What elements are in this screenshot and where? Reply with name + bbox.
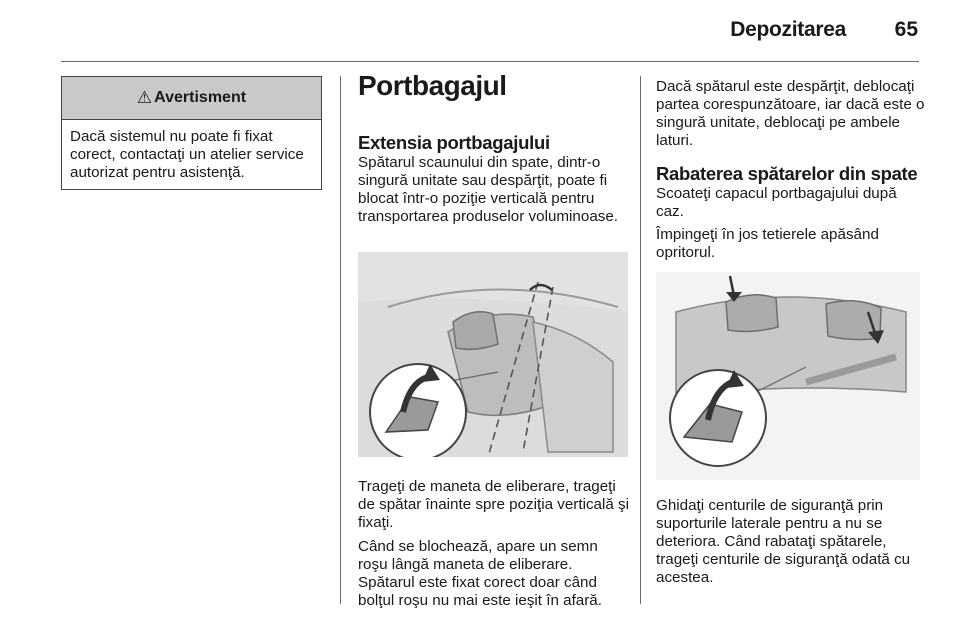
illustration-seat-fold xyxy=(656,272,920,480)
warning-header xyxy=(62,77,321,120)
subheading-fold-backrests: Rabaterea spătarelor din spate xyxy=(656,163,918,184)
paragraph-pull-lever: Trageţi de maneta de eliberare, trageţi de spătar înainte spre poziţia verticală şi fixaţi. xyxy=(358,478,629,531)
warning-text: Dacă sistemul nu poate fi fixat corect, contactaţi un atelier service autorizat pentru asistenţă. xyxy=(70,128,304,181)
warning-box xyxy=(61,76,322,190)
warning-triangle-icon: ⚠ xyxy=(136,88,153,107)
paragraph-push-headrests: Împingeţi în jos tetierele apăsând opritorul. xyxy=(656,226,879,261)
header-divider xyxy=(61,61,919,62)
page-header xyxy=(0,0,960,60)
paragraph-red-marker: Când se blochează, apare un semn roşu lângă maneta de eliberare. Spătarul este fixat corect doar când bolţul roşu nu mai este ieşit în afară. xyxy=(358,538,602,609)
paragraph-extension-intro: Spătarul scaunului din spate, dintr-o singură unitate sau despărţit, poate fi blocat într-o poziţie verticală pentru transportarea produselor voluminoase. xyxy=(358,154,619,225)
page-number: 65 xyxy=(894,18,918,41)
header-title: Depozitarea xyxy=(730,18,846,41)
warning-title: Avertisment xyxy=(154,89,247,106)
paragraph-guide-belts: Ghidaţi centurile de siguranţă prin suporturile laterale pentru a nu se deteriora. Când rabataţi spătarele, trageţi centurile de siguranţă odată cu acestea. xyxy=(656,497,911,586)
paragraph-remove-cover: Scoateţi capacul portbagajului după caz. xyxy=(656,185,897,220)
illustration-seat-upright xyxy=(358,252,628,457)
subheading-extension: Extensia portbagajului xyxy=(358,132,550,153)
section-title: Portbagajul xyxy=(358,70,507,101)
column-divider-left xyxy=(340,76,341,604)
column-divider-right xyxy=(640,76,641,604)
paragraph-unlock-sides: Dacă spătarul este despărţit, deblocaţi partea corespunzătoare, iar dacă este o singură unitate, deblocaţi pe ambele laturi. xyxy=(656,78,925,149)
